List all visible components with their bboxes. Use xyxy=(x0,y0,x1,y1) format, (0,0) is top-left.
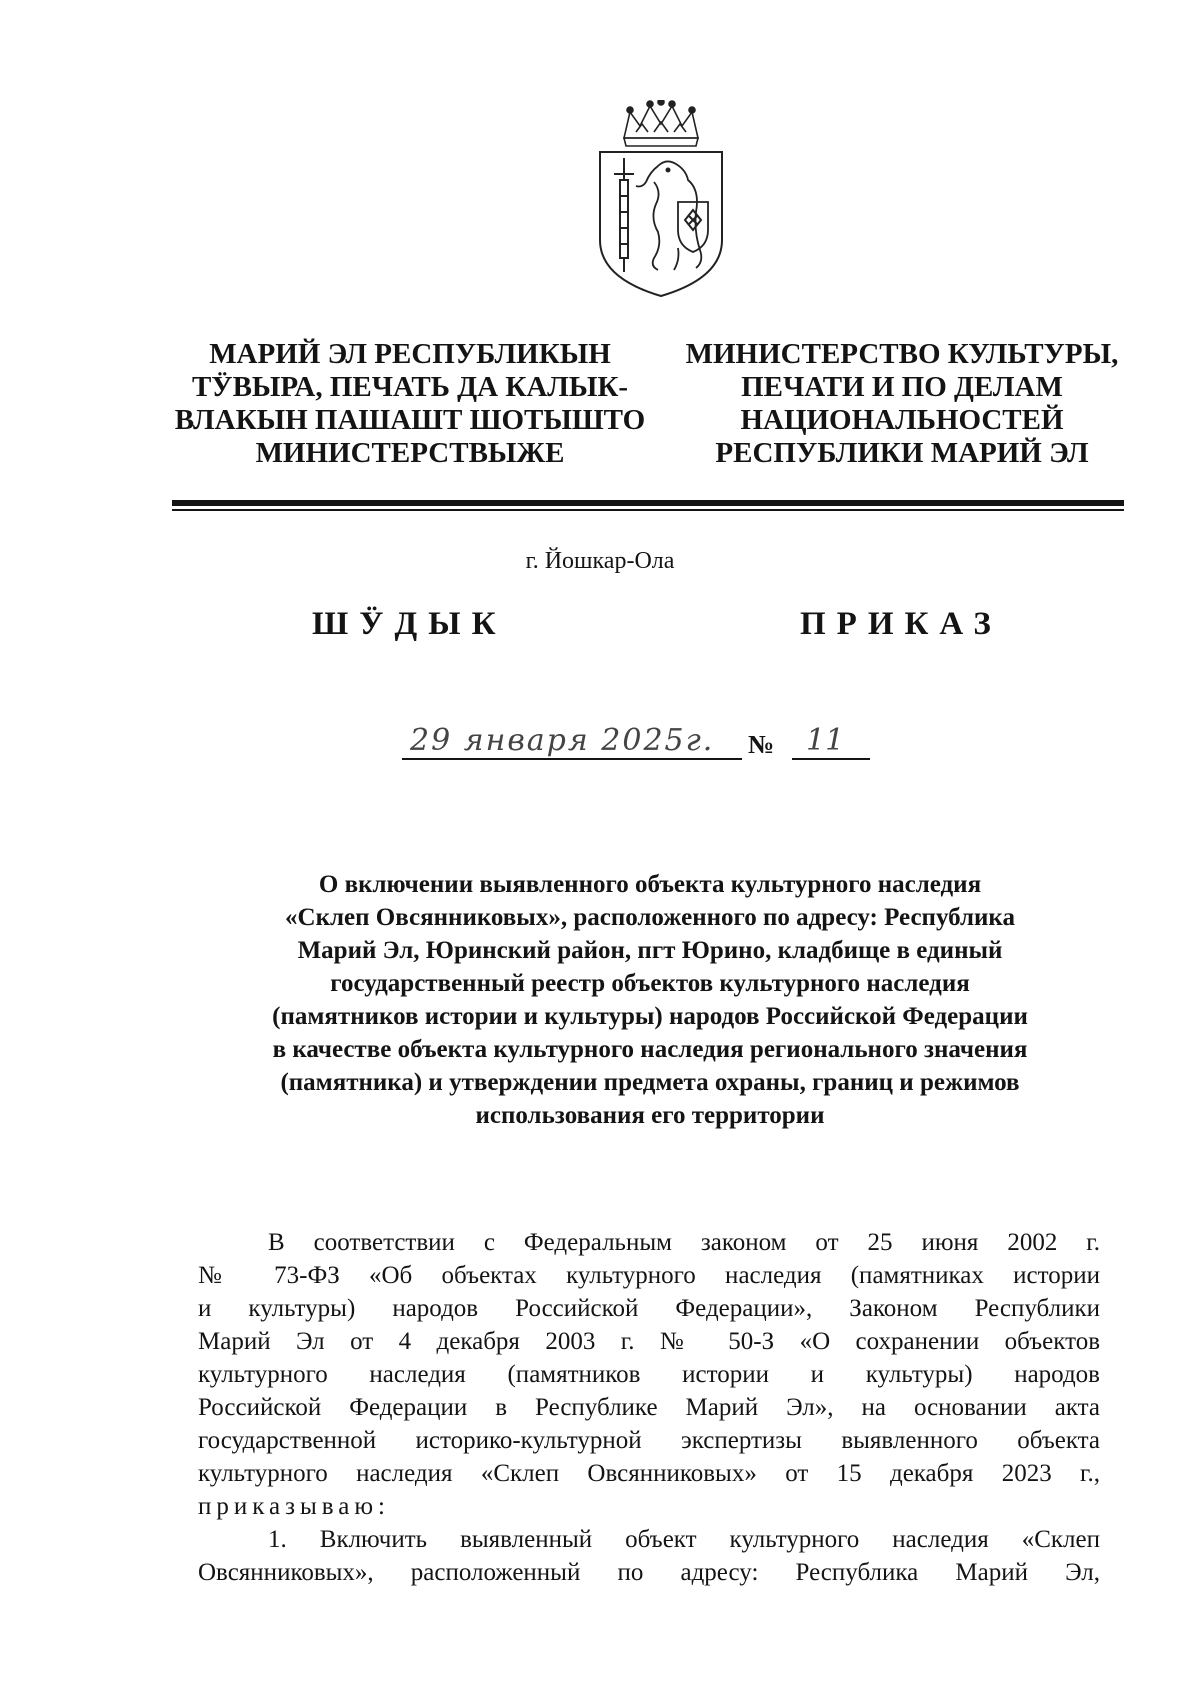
title-line: Марий Эл, Юринский район, пгт Юрино, кладбище в единый xyxy=(297,937,1003,964)
header-mari-line-4: МИНИСТЕРСТВЫЖЕ xyxy=(255,437,565,469)
order-word-mari: ШӰДЫК xyxy=(312,606,507,642)
body-line: Российской Федерации в Республике Марий Эл», на основании акта xyxy=(198,1394,1100,1421)
number-field xyxy=(792,724,870,760)
header-russian-line-3: НАЦИОНАЛЬНОСТЕЙ xyxy=(740,404,1064,436)
header-mari-line-1: МАРИЙ ЭЛ РЕСПУБЛИКЫН xyxy=(209,338,611,370)
date-handwritten: 29 января 2025г. xyxy=(410,723,715,758)
date-field xyxy=(402,724,742,760)
header-divider-thin xyxy=(172,509,1124,511)
city-name: г. Йошкар-Ола xyxy=(525,548,675,574)
body-line-decree: приказываю: xyxy=(198,1493,390,1520)
body-line: № 73-ФЗ «Об объектах культурного наследия (памятниках истории xyxy=(198,1262,1100,1289)
title-line: (памятника) и утверждении предмета охраны, границ и режимов xyxy=(280,1069,1020,1096)
body-line: В соответствии с Федеральным законом от 25 июня 2002 г. xyxy=(268,1229,1100,1256)
order-word-russian: ПРИКАЗ xyxy=(800,606,1002,642)
number-sign: № xyxy=(748,730,775,759)
body-line: государственной историко-культурной экспертизы выявленного объекта xyxy=(198,1427,1100,1454)
body-line: 1. Включить выявленный объект культурного наследия «Склеп xyxy=(268,1526,1100,1553)
header-russian-ministry xyxy=(672,338,1132,470)
body-line: культурного наследия «Склеп Овсянниковых» от 15 декабря 2023 г., xyxy=(198,1460,1100,1487)
coat-of-arms-emblem xyxy=(596,100,726,300)
body-line: Овсянниковых», расположенный по адресу: Республика Марий Эл, xyxy=(198,1559,1100,1586)
title-line: использования его территории xyxy=(475,1102,825,1129)
title-line: в качестве объекта культурного наследия регионального значения xyxy=(272,1036,1028,1063)
body-line: и культуры) народов Российской Федерации», Законом Республики xyxy=(198,1295,1100,1322)
header-mari-line-3: ВЛАКЫН ПАШАШТ ШОТЫШТО xyxy=(174,404,646,436)
title-line: (памятников истории и культуры) народов Российской Федерации xyxy=(272,1003,1028,1030)
header-russian-line-1: МИНИСТЕРСТВО КУЛЬТУРЫ, xyxy=(685,338,1119,370)
header-divider-thick xyxy=(172,500,1124,506)
header-mari-line-2: ТӰВЫРА, ПЕЧАТЬ ДА КАЛЫК- xyxy=(191,371,629,403)
order-body xyxy=(198,1226,1100,1589)
number-handwritten: 11 xyxy=(806,723,845,758)
header-russian-line-4: РЕСПУБЛИКИ МАРИЙ ЭЛ xyxy=(715,437,1089,469)
order-title xyxy=(170,868,1130,1132)
title-line: О включении выявленного объекта культурного наследия xyxy=(318,871,982,898)
body-line: Марий Эл от 4 декабря 2003 г. № 50-З «О сохранении объектов xyxy=(198,1328,1100,1355)
title-line: «Склеп Овсянниковых», расположенного по адресу: Республика xyxy=(285,904,1015,931)
title-line: государственный реестр объектов культурного наследия xyxy=(330,970,970,997)
header-mari-ministry xyxy=(160,338,660,470)
body-line: культурного наследия (памятников истории и культуры) народов xyxy=(198,1361,1100,1388)
header-russian-line-2: ПЕЧАТИ И ПО ДЕЛАМ xyxy=(741,371,1063,403)
